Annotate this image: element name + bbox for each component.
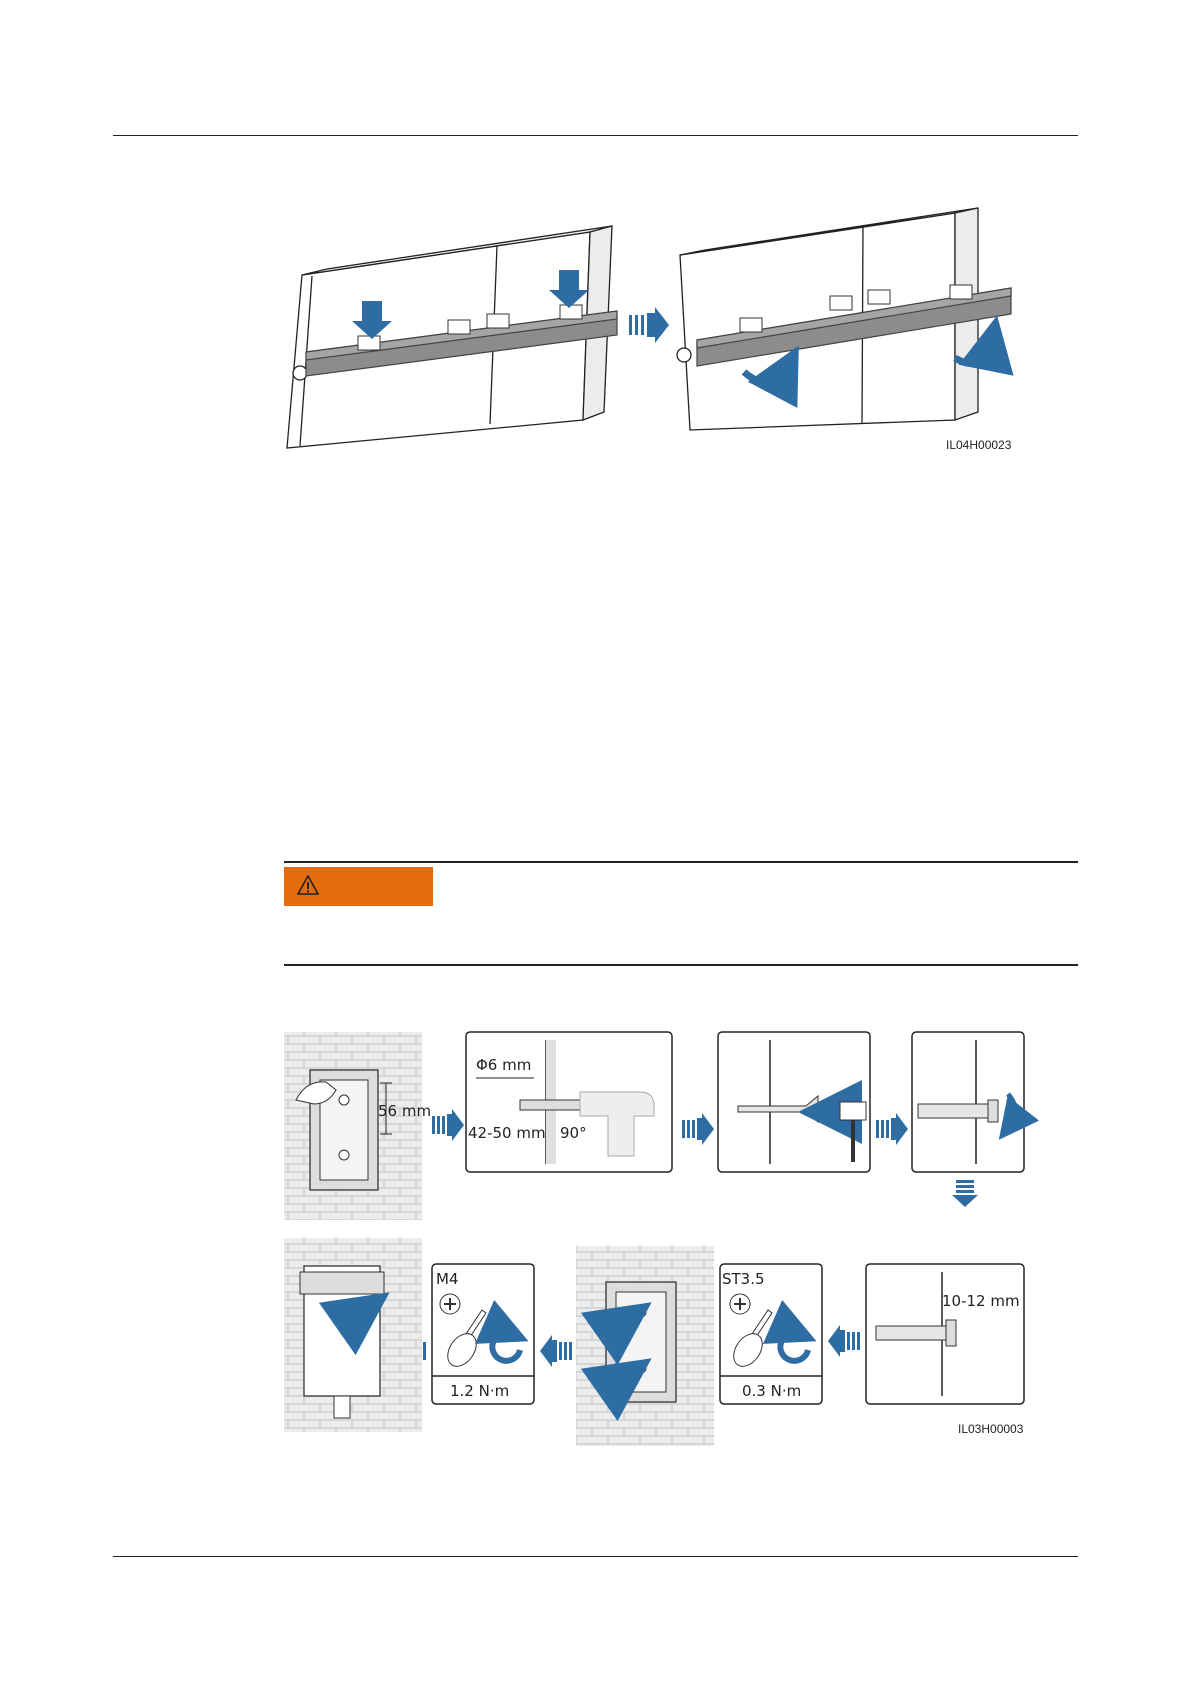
warning-top-rule	[284, 861, 1078, 863]
warning-label	[284, 867, 433, 906]
warning-bottom-rule	[284, 964, 1078, 966]
screw-m4-label: M4	[436, 1270, 459, 1288]
panel-tighten-anchor	[912, 1032, 1024, 1172]
panel-drill	[466, 1032, 672, 1172]
panel-screw-m4	[432, 1264, 534, 1404]
step-arrow-icon	[828, 1325, 860, 1357]
panel-fix-bracket	[576, 1246, 714, 1446]
dimension-56-label: 56 mm	[378, 1102, 432, 1120]
gap-label: 10-12 mm	[942, 1292, 1020, 1310]
hammer-icon	[840, 1102, 866, 1120]
bracket	[830, 296, 852, 310]
figure-code: IL03H00003	[958, 1422, 1024, 1436]
panel-screw-st35	[720, 1264, 822, 1404]
bracket	[487, 314, 509, 328]
step-arrow-down-icon	[952, 1180, 978, 1207]
panel-mounted-device	[284, 1238, 422, 1432]
drill-depth-label: 42-50 mm	[468, 1124, 546, 1142]
torque-st35-label: 0.3 N·m	[742, 1382, 802, 1400]
bracket	[950, 285, 972, 299]
warning-triangle-icon	[297, 875, 319, 895]
bracket	[740, 318, 762, 332]
step-arrow-icon	[876, 1113, 908, 1145]
panel-hammer-anchor	[718, 1032, 870, 1172]
figure-wall-mounting	[0, 1020, 1191, 1460]
step-arrow-icon	[629, 307, 669, 343]
step-arrow-icon	[432, 1109, 464, 1141]
drill-diameter-label: Φ6 mm	[476, 1056, 532, 1074]
figure-rail-mounting	[0, 0, 1191, 470]
torque-m4-label: 1.2 N·m	[450, 1382, 510, 1400]
step-arrow-icon	[682, 1113, 714, 1145]
footer-rule	[113, 1556, 1078, 1557]
bracket	[448, 320, 470, 334]
drill-angle-label: 90°	[560, 1124, 587, 1142]
screw-st35-label: ST3.5	[722, 1270, 765, 1288]
panel-mark-holes	[284, 1032, 431, 1220]
bracket	[560, 305, 582, 319]
panel-bolt-gap	[866, 1264, 1024, 1404]
figure-code: IL04H00023	[946, 438, 1012, 452]
step-arrow-icon	[540, 1335, 572, 1367]
bracket	[358, 336, 380, 350]
bracket	[868, 290, 890, 304]
